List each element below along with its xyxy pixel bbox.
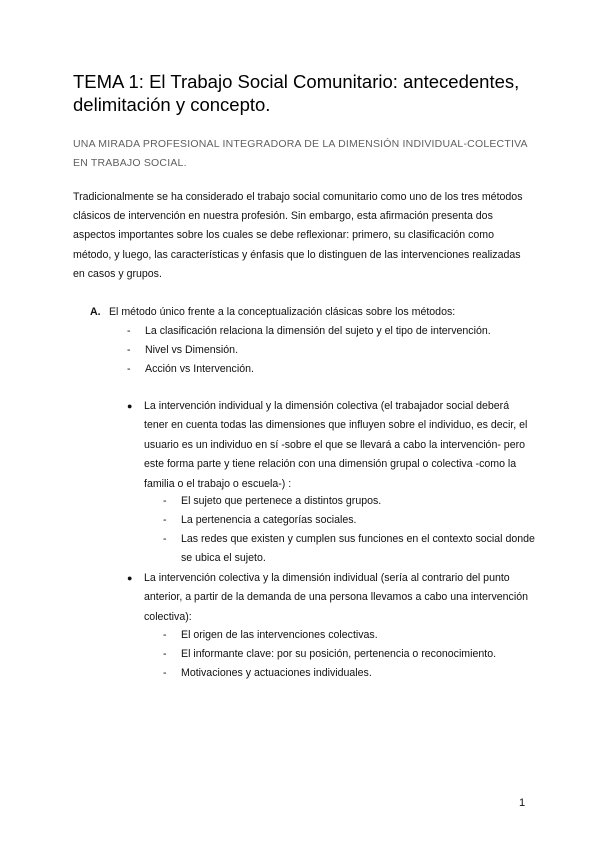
dash-marker: - [163,667,167,679]
dash-marker: - [127,344,131,356]
list-item [163,511,543,530]
dash-marker: - [163,648,167,660]
dash-marker: - [127,363,131,375]
list-item-text: El informante clave: por su posición, pertenencia o reconocimiento. [181,648,497,660]
section-a-heading [90,303,455,322]
section-a-list [127,322,491,379]
list-item [127,322,491,341]
list-item-text: Acción vs Intervención. [145,363,254,375]
list-item-text: Nivel vs Dimensión. [145,344,239,356]
list-item [127,360,491,379]
bullet-dot-icon: ● [127,573,133,583]
section-a-heading-text: El método único frente a la conceptualización clásicas sobre los métodos: [108,306,456,318]
dash-marker: - [163,533,167,545]
list-item [163,645,543,664]
dash-marker: - [163,495,167,507]
list-item [127,341,491,360]
bullet-1-sublist [163,492,543,568]
dash-marker: - [127,325,131,337]
page-number: 1 [519,797,526,809]
bullet-dot-icon: ● [127,401,133,411]
bullet-item-text: La intervención individual y la dimensión colectiva (el trabajador social deberá tener en cuenta todas las dimensiones que influyen sobre el individuo, es decir, el usuario es un individuo en sí -sobre el que se llevará a cabo la intervención- pero este forma parte y tiene relación con una dimensión grupal o colectiva -como la familia o el trabajo o escuela-) : [144,400,528,490]
list-item [163,626,543,645]
dash-marker: - [163,514,167,526]
section-a-marker: A. [90,306,101,318]
intro-paragraph: Tradicionalmente se ha considerado el trabajo social comunitario como uno de los tres métodos clásicos de intervención en nuestra profesión. Sin embargo, esta afirmación presenta dos aspectos importantes sobre los cuales se debe reflexionar: primero, su clasificación como método, y luego, las características y énfasis que lo distinguen de las intervenciones realizadas en casos y grupos. [73,191,523,280]
list-item-text: Las redes que existen y cumplen sus funciones en el contexto social donde se ubica el sujeto. [181,533,535,564]
subtitle: UNA MIRADA PROFESIONAL INTEGRADORA DE LA DIMENSIÓN INDIVIDUAL-COLECTIVA EN TRABAJO SOCIAL. [73,138,528,169]
bullet-item-text: La intervención colectiva y la dimensión individual (sería al contrario del punto anterior, a partir de la demanda de una persona llevamos a cabo una intervención colectiva): [144,572,528,623]
list-item [163,530,543,568]
list-item-text: El origen de las intervenciones colectivas. [181,629,378,641]
list-item-text: La clasificación relaciona la dimensión del sujeto y el tipo de intervención. [145,325,491,337]
list-item-text: Motivaciones y actuaciones individuales. [181,667,372,679]
list-item [163,492,543,511]
page-title: TEMA 1: El Trabajo Social Comunitario: antecedentes, delimitación y concepto. [73,71,520,115]
dash-marker: - [163,629,167,641]
list-item [163,664,543,683]
bullet-2-sublist [163,626,543,683]
list-item-text: La pertenencia a categorías sociales. [181,514,357,526]
list-item-text: El sujeto que pertenece a distintos grupos. [181,495,382,507]
